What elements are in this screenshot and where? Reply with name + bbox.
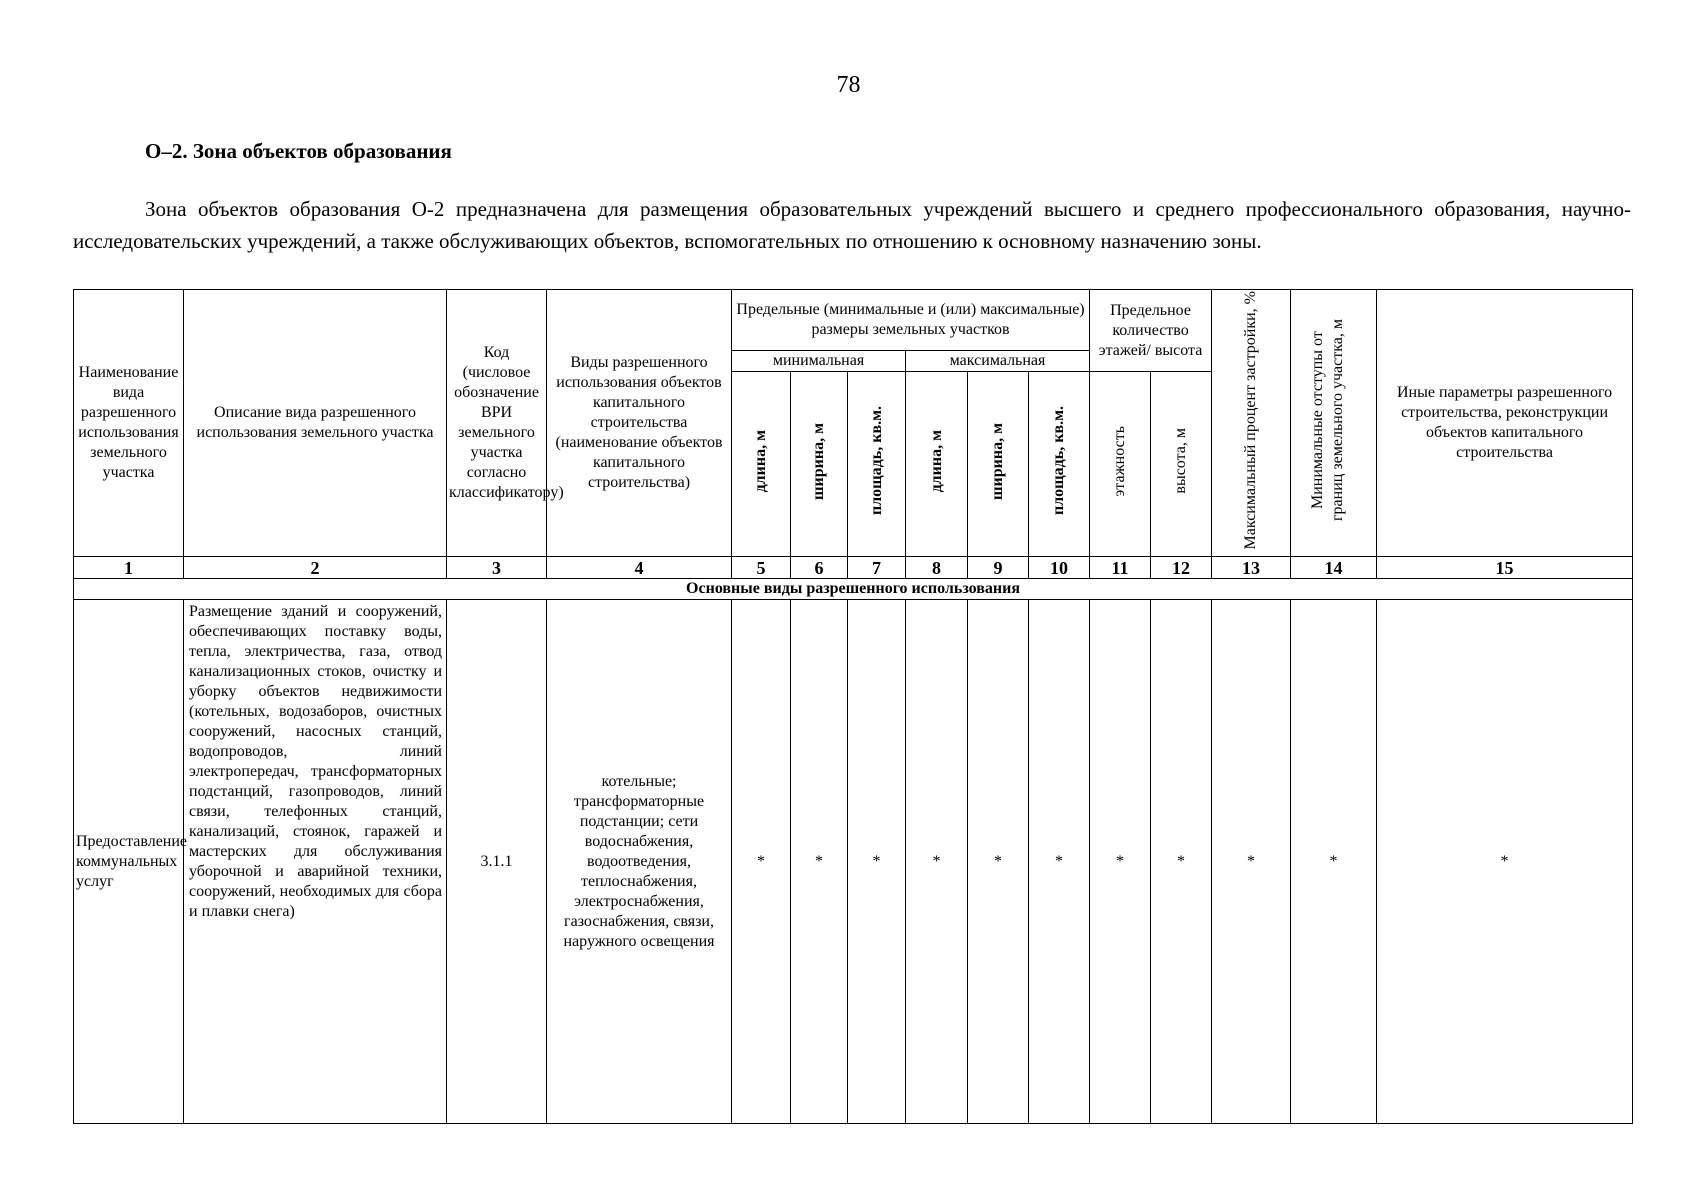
column-number: 5 (732, 557, 791, 579)
row-value: * (968, 600, 1029, 1124)
column-number: 7 (848, 557, 906, 579)
column-number: 11 (1090, 557, 1151, 579)
row-value: * (1090, 600, 1151, 1124)
row-value: * (732, 600, 791, 1124)
header-floors-group: Предельное количество этажей/ высота (1090, 290, 1212, 372)
header-min-length: длина, м (732, 372, 791, 557)
row-value: * (1029, 600, 1090, 1124)
header-limits-group: Предельные (минимальные и (или) максимальные) размеры земельных участков (732, 290, 1090, 351)
header-objects: Виды разрешенного использования объектов капитального строительства (наименование объектов капитального строительства) (547, 290, 732, 557)
column-number: 3 (447, 557, 547, 579)
header-row-1 (74, 290, 1633, 351)
header-height: высота, м (1151, 372, 1212, 557)
row-value: * (1212, 600, 1291, 1124)
page-number: 78 (836, 72, 861, 98)
column-number: 4 (547, 557, 732, 579)
header-name: Наименование вида разрешенного использования земельного участка (74, 290, 184, 557)
column-number: 2 (184, 557, 447, 579)
header-min-area: площадь, кв.м. (848, 372, 906, 557)
header-code: Код (числовое обозначение ВРИ земельного участка согласно классификатору) (447, 290, 547, 557)
header-max-area: площадь, кв.м. (1029, 372, 1090, 557)
header-floors: этажность (1090, 372, 1151, 557)
header-min-width: ширина, м (791, 372, 848, 557)
row-code: 3.1.1 (447, 600, 547, 1124)
column-number: 12 (1151, 557, 1212, 579)
row-value: * (791, 600, 848, 1124)
table-row (74, 600, 1633, 1124)
header-max-width: ширина, м (968, 372, 1029, 557)
section-row (74, 579, 1633, 600)
header-max-group: максимальная (906, 351, 1090, 372)
section-title: О–2. Зона объектов образования (145, 139, 452, 163)
column-number: 15 (1377, 557, 1633, 579)
section-label: Основные виды разрешенного использования (74, 579, 1633, 600)
row-value: * (1151, 600, 1212, 1124)
header-other-params: Иные параметры разрешенного строительства, реконструкции объектов капитального строительства (1377, 290, 1633, 557)
column-number: 14 (1291, 557, 1377, 579)
header-max-length: длина, м (906, 372, 968, 557)
column-number: 1 (74, 557, 184, 579)
row-value: * (848, 600, 906, 1124)
column-number: 8 (906, 557, 968, 579)
header-max-percent: Максимальный процент застройки, % (1212, 290, 1291, 557)
row-name: Предоставление коммунальных услуг (74, 600, 184, 1124)
column-numbers-row (74, 557, 1633, 579)
column-number: 10 (1029, 557, 1090, 579)
header-min-offsets: Минимальные отступы от границ земельного участка, м (1291, 290, 1377, 557)
column-number: 9 (968, 557, 1029, 579)
row-value: * (906, 600, 968, 1124)
row-value: * (1291, 600, 1377, 1124)
column-number: 6 (791, 557, 848, 579)
header-description: Описание вида разрешенного использования земельного участка (184, 290, 447, 557)
row-description: Размещение зданий и сооружений, обеспечивающих поставку воды, тепла, электричества, газа, отвод канализационных стоков, очистку и уборку объектов недвижимости (котельных, водозаборов, очистных сооружений, насосных станций, водопроводов, линий электропередач, трансформаторных подстанций, газопроводов, линий связи, телефонных станций, канализаций, стоянок, гаражей и мастерских для обслуживания уборочной и аварийной техники, сооружений, необходимых для сбора и плавки снега) (184, 600, 447, 1124)
column-number: 13 (1212, 557, 1291, 579)
regulations-table (73, 289, 1633, 1124)
row-value: * (1377, 600, 1633, 1124)
intro-paragraph: Зона объектов образования О-2 предназначена для размещения образовательных учреждений высшего и среднего профессионального образования, научно-исследовательских учреждений, а также обслуживающих объектов, вспомогательных по отношению к основному назначению зоны. (73, 197, 1631, 253)
header-min-group: минимальная (732, 351, 906, 372)
row-objects: котельные; трансформаторные подстанции; сети водоснабжения, водоотведения, теплоснабжения, электроснабжения, газоснабжения, связи, наружного освещения (547, 600, 732, 1124)
